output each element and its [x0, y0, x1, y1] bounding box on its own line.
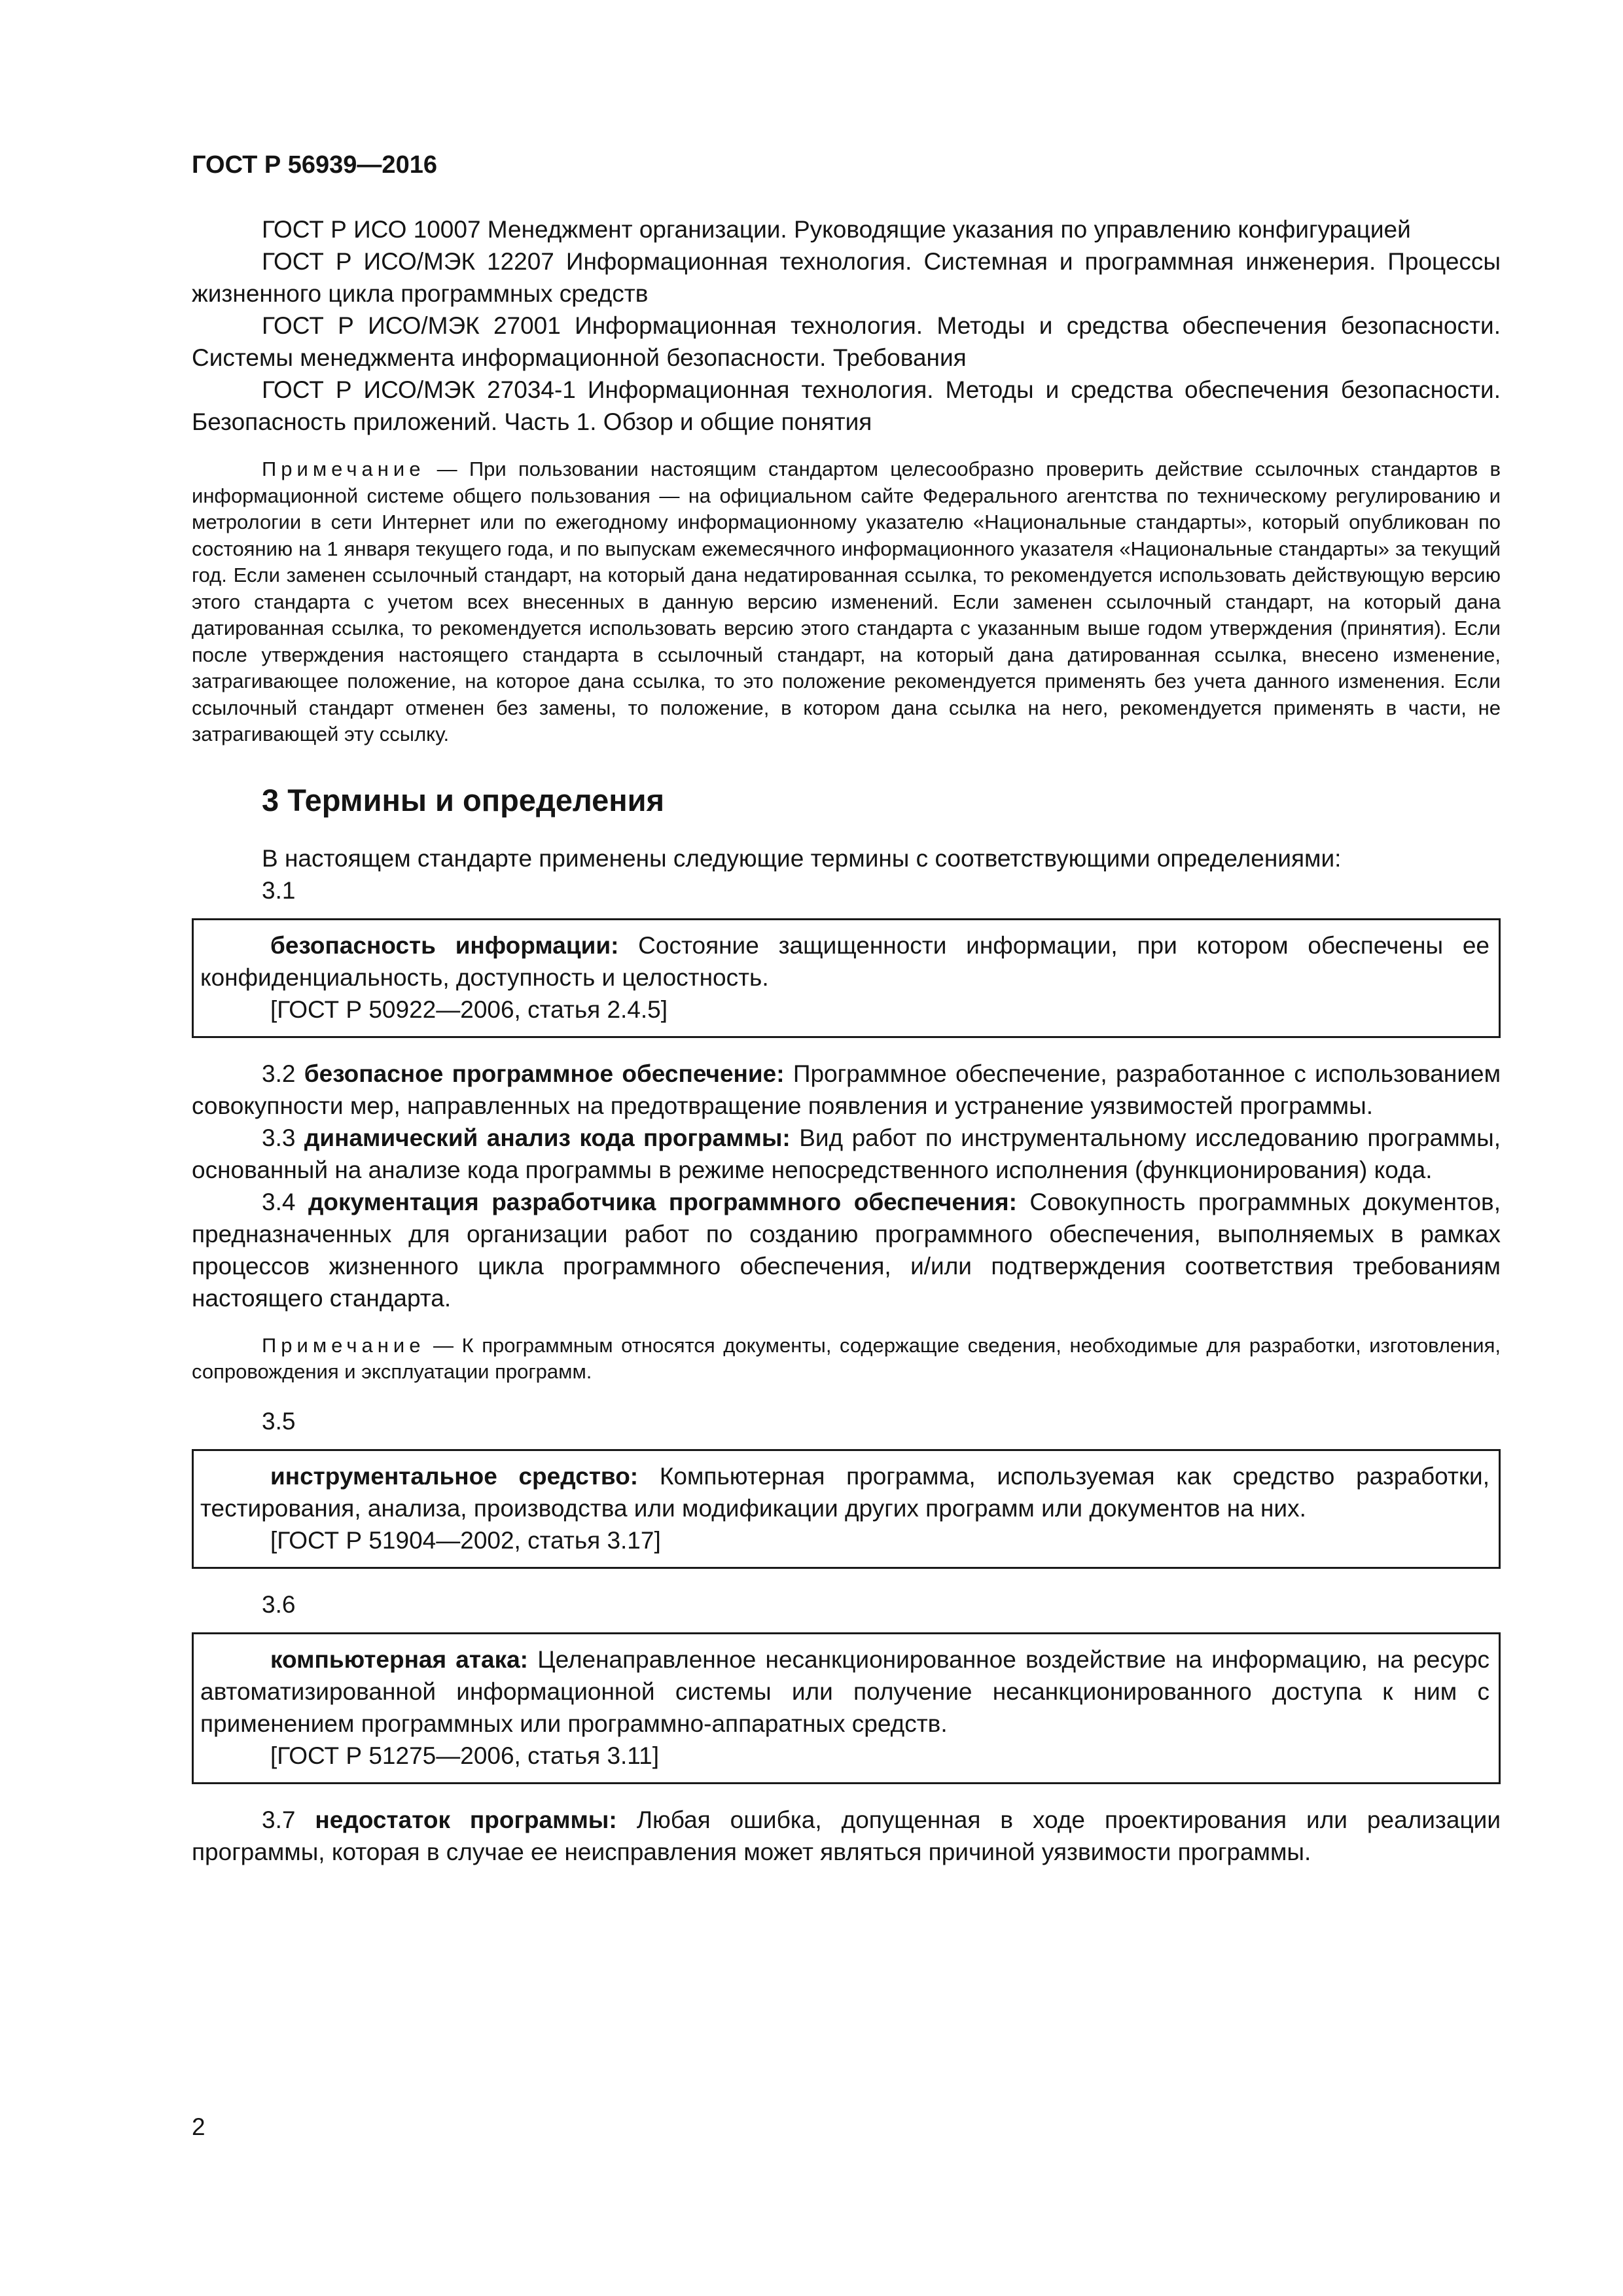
term-def-text: Целенаправленное несанкционированное воздействие на информацию, на ресурс автоматизированной информационной системы или получение несанкционированного доступа к ним с применением программных или программно-аппаратных средств.: [200, 1645, 1490, 1737]
term-def-text: Вид работ по инструментальному исследованию программы, основанный на анализе кода программы в режиме непосредственного исполнения (функционирования) кода.: [192, 1124, 1501, 1183]
term-def-text: Любая ошибка, допущенная в ходе проектирования или реализации программы, которая в случае ее неисправления может являться причиной уязвимости программы.: [192, 1806, 1501, 1865]
normative-references-note: [192, 456, 1501, 748]
term-name: динамический анализ кода программы:: [304, 1124, 791, 1151]
term-name: документация разработчика программного обеспечения:: [308, 1188, 1017, 1215]
note-text: — При пользовании настоящим стандартом целесообразно проверить действие ссылочных стандартов в информационной системе общего пользования — на официальном сайте Федерального агентства по техническому регулированию и метрологии в сети Интернет или по ежегодному информационному указателю «Национальные стандарты», который опубликован по состоянию на 1 января текущего года, и по выпускам ежемесячного информационного указателя «Национальные стандарты» за текущий год. Если заменен ссылочный стандарт, на который дана недатированная ссылка, то рекомендуется использовать действующую версию этого стандарта с учетом всех внесенных в данную версию изменений. Если заменен ссылочный стандарт, на который дана датированная ссылка, то рекомендуется использовать версию этого стандарта с указанным выше годом утверждения (принятия). Если после утверждения настоящего стандарта в ссылочный стандарт, на который дана датированная ссылка, внесено изменение, затрагивающее положение, на которое дана ссылка, то это положение рекомендуется применять без учета данного изменения. Если ссылочный стандарт отменен без замены, то положение, в котором дана ссылка на него, рекомендуется применять в части, не затрагивающей эту ссылку.: [192, 457, 1501, 745]
note-text: — К программным относятся документы, содержащие сведения, необходимые для разработки, изготовления, сопровождения и эксплуатации программ.: [192, 1333, 1501, 1383]
term-3-3: [192, 1122, 1501, 1186]
term-number: 3.1: [262, 876, 296, 904]
section-title: 3 Термины и определения: [262, 782, 664, 817]
reference-item: ГОСТ Р ИСО/МЭК 27001 Информационная технология. Методы и средства обеспечения безопасности. Системы менеджмента информационной безопасности. Требования: [192, 312, 1501, 371]
term-def-text: Совокупность программных документов, предназначенных для организации работ по созданию программного обеспечения, выполняемых в рамках процессов жизненного цикла программного обеспечения, и/или подтверждения соответствия требованиям настоящего стандарта.: [192, 1188, 1501, 1312]
term-name: компьютерная атака:: [270, 1645, 529, 1673]
term-definition: [200, 1460, 1489, 1524]
note-label: Примечание: [262, 1333, 425, 1357]
page-number: 2: [192, 2113, 205, 2140]
term-def-text: Компьютерная программа, используемая как средство разработки, тестирования, анализа, производства или модификации других программ или документов на них.: [200, 1462, 1489, 1522]
term-note: [192, 1333, 1501, 1386]
term-source-ref: [ГОСТ Р 51275—2006, статья 3.11]: [270, 1742, 659, 1769]
term-3-2: [192, 1058, 1501, 1122]
reference-item: ГОСТ Р ИСО 10007 Менеджмент организации. Руководящие указания по управлению конфигурацией: [262, 216, 1411, 243]
term-number: 3.7: [262, 1806, 315, 1833]
page-content: [192, 149, 1501, 1868]
reference-item: ГОСТ Р ИСО/МЭК 12207 Информационная технология. Системная и программная инженерия. Процессы жизненного цикла программных средств: [192, 248, 1501, 307]
term-number: 3.3: [262, 1124, 304, 1151]
term-3-7: [192, 1804, 1501, 1868]
document-header: ГОСТ Р 56939—2016: [192, 151, 437, 179]
term-definition: [200, 929, 1489, 994]
term-source-ref: [ГОСТ Р 50922—2006, статья 2.4.5]: [270, 996, 668, 1023]
note-label: Примечание: [262, 457, 425, 480]
term-name: безопасное программное обеспечение:: [304, 1060, 785, 1087]
section-intro: В настоящем стандарте применены следующие термины с соответствующими определениями:: [262, 844, 1342, 872]
term-source-ref: [ГОСТ Р 51904—2002, статья 3.17]: [270, 1526, 661, 1554]
term-3-4: [192, 1186, 1501, 1314]
reference-item: ГОСТ Р ИСО/МЭК 27034-1 Информационная технология. Методы и средства обеспечения безопасности. Безопасность приложений. Часть 1. Обзор и общие понятия: [192, 376, 1501, 435]
term-def-text: Программное обеспечение, разработанное с использованием совокупности мер, направленных на предотвращение появления и устранение уязвимостей программы.: [192, 1060, 1501, 1119]
term-box-3-5: [192, 1449, 1501, 1569]
term-number: 3.6: [262, 1590, 296, 1618]
term-name: недостаток программы:: [315, 1806, 617, 1833]
term-name: инструментальное средство:: [270, 1462, 639, 1490]
term-number: 3.2: [262, 1060, 304, 1087]
term-name: безопасность информации:: [270, 931, 619, 959]
term-number: 3.4: [262, 1188, 308, 1215]
term-box-3-1: [192, 918, 1501, 1038]
term-number: 3.5: [262, 1407, 296, 1435]
term-box-3-6: [192, 1632, 1501, 1784]
term-definition: [200, 1643, 1489, 1740]
term-def-text: Состояние защищенности информации, при котором обеспечены ее конфиденциальность, доступность и целостность.: [200, 931, 1489, 991]
